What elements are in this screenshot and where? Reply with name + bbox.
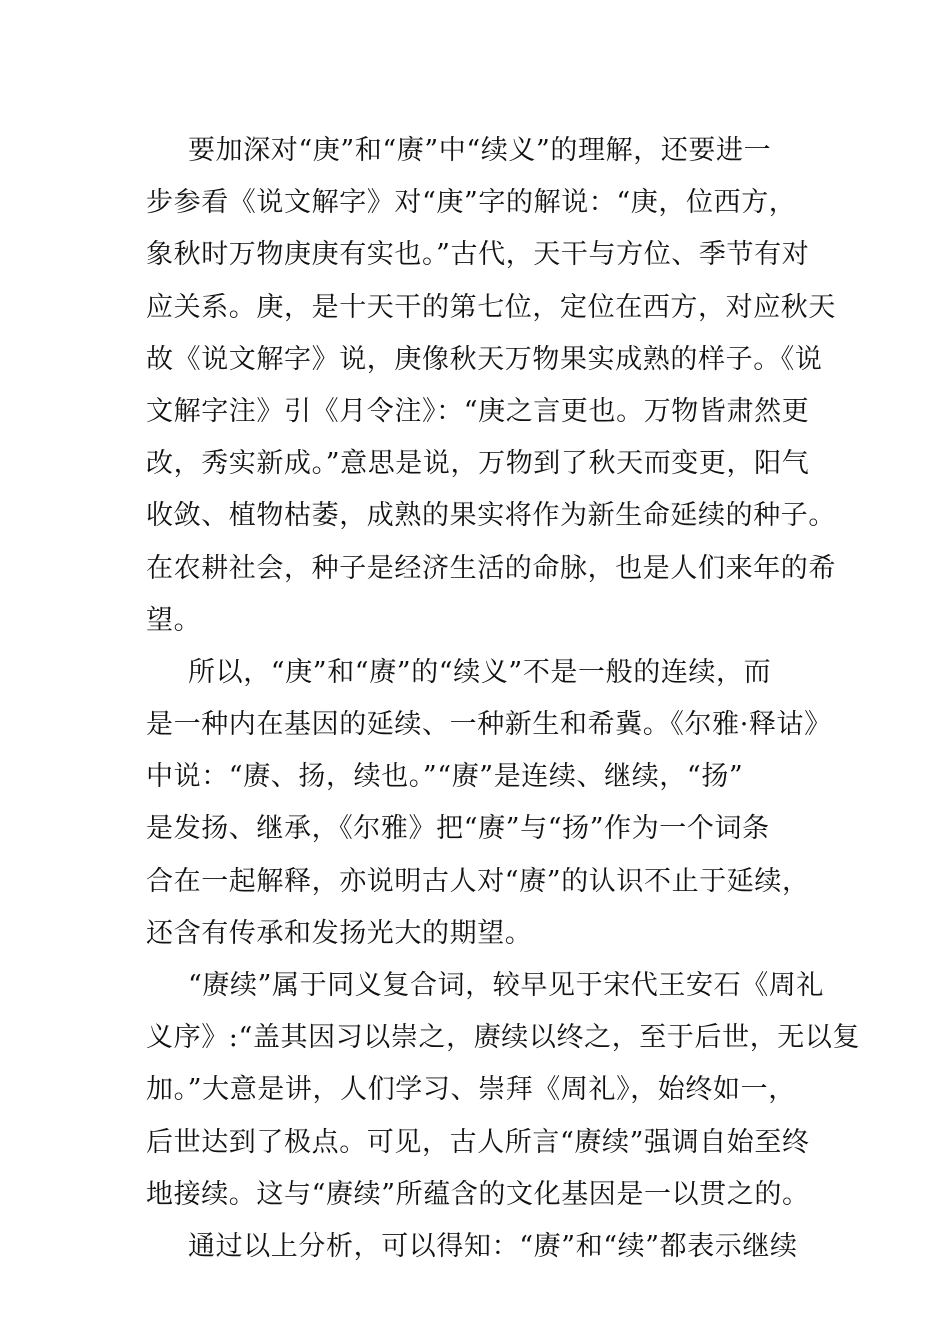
- paragraph-2-line-4: 是发扬、继承，《尔雅》把“赓”与“扬”作为一个词条: [146, 813, 770, 845]
- paragraph-1-line-10: 望。: [146, 604, 202, 636]
- paragraph-1-line-2: 步参看《说文解字》对“庚”字的解说：“庚，位西方，: [146, 187, 797, 219]
- paragraph-2-line-6: 还含有传承和发扬光大的期望。: [146, 917, 533, 949]
- paragraph-2-line-2: 是一种内在基因的延续、一种新生和希冀。《尔雅·释诂》: [146, 709, 832, 741]
- paragraph-3-line-5: 地接续。这与“赓续”所蕴含的文化基因是一以贯之的。: [146, 1178, 810, 1210]
- paragraph-4-line-1: 通过以上分析，可以得知：“赓”和“续”都表示继续: [188, 1230, 798, 1262]
- paragraph-1-line-4: 应关系。庚，是十天干的第七位，定位在西方，对应秋天: [146, 291, 836, 323]
- paragraph-1-line-6: 文解字注》引《月令注》：“庚之言更也。万物皆肃然更: [146, 395, 810, 427]
- paragraph-2-line-1: 所以，“庚”和“赓”的“续义”不是一般的连续，而: [188, 656, 772, 688]
- paragraph-1-line-1: 要加深对“庚”和“赓”中“续义”的理解，还要进一: [188, 135, 772, 166]
- paragraph-1-line-5: 故《说文解字》说，庚像秋天万物果实成熟的样子。《说: [146, 343, 823, 375]
- paragraph-2-line-3: 中说：“赓、扬，续也。”“赓”是连续、继续，“扬”: [146, 761, 744, 793]
- paragraph-3-line-4: 后世达到了极点。可见，古人所言“赓续”强调自始至终: [146, 1126, 810, 1158]
- paragraph-3-line-2: 义序》:“盖其因习以崇之，赓续以终之，至于后世，无以复: [146, 1022, 861, 1054]
- paragraph-1-line-9: 在农耕社会，种子是经济生活的命脉，也是人们来年的希: [146, 552, 836, 584]
- paragraph-3-line-3: 加。”大意是讲，人们学习、崇拜《周礼》，始终如一，: [146, 1074, 796, 1106]
- paragraph-1-line-3: 象秋时万物庚庚有实也。”古代，天干与方位、季节有对: [146, 239, 810, 271]
- paragraph-1-line-7: 改，秀实新成。”意思是说，万物到了秋天而变更，阳气: [146, 448, 810, 480]
- paragraph-2-line-5: 合在一起解释，亦说明古人对“赓”的认识不止于延续，: [146, 865, 810, 897]
- paragraph-1-line-8: 收敛、植物枯萎，成熟的果实将作为新生命延续的种子。: [146, 500, 836, 532]
- paragraph-3-line-1: “赓续”属于同义复合词，较早见于宋代王安石《周礼: [188, 970, 825, 1001]
- body-text: [146, 125, 861, 1273]
